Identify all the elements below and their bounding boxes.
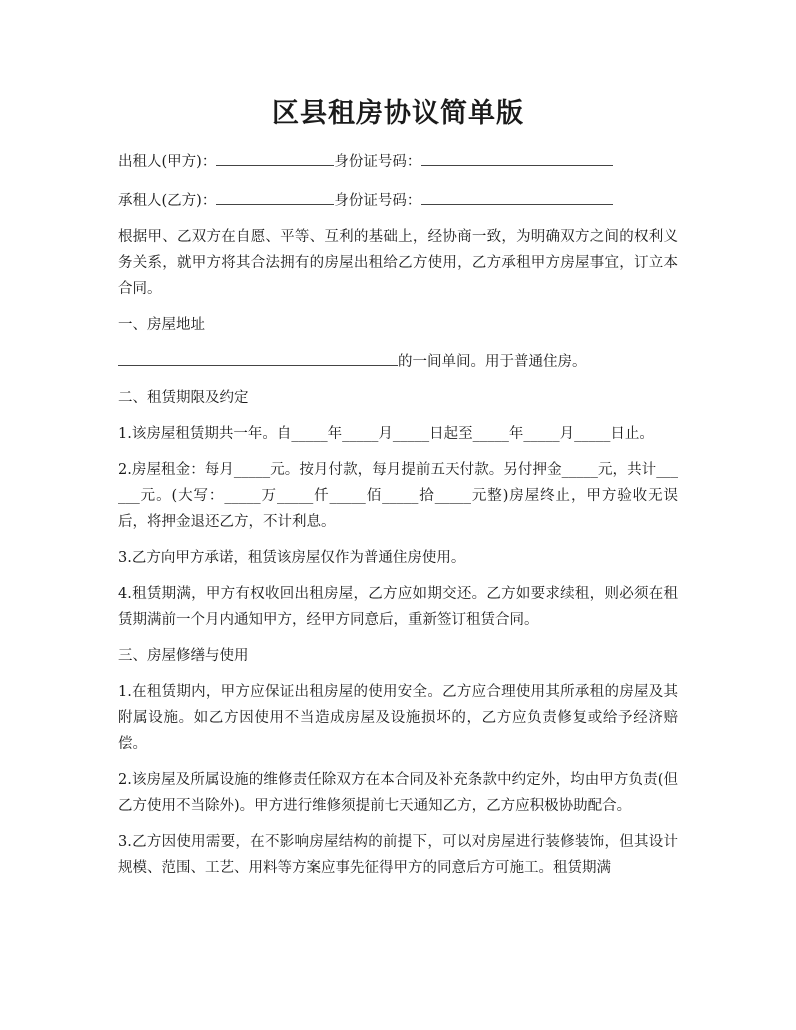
lessee-label: 承租人(乙方)： [118,193,217,209]
address-blank[interactable] [118,348,398,366]
section-2-clause-4: 4.租赁期满，甲方有权收回出租房屋，乙方应如期交还。乙方如要求续租，则必须在租赁期满前一个月内通知甲方，经甲方同意后，重新签订租赁合同。 [118,586,678,628]
section-1-heading: 一、房屋地址 [118,317,205,333]
document-title: 区县租房协议简单版 [272,98,524,129]
section-2-heading: 二、租赁期限及约定 [118,390,249,406]
section-2-clause-2: 2.房屋租金：每月_____元。按月付款，每月提前五天付款。另付押金_____元，共计______元。(大写：_____万_____仟_____佰_____拾_____元整)房屋终止，甲方验收无误后，将押金退还乙方，不计利息。 [118,462,678,530]
lessor-row [118,148,678,175]
section-3-clause-2: 2.该房屋及所属设施的维修责任除双方在本合同及补充条款中约定外，均由甲方负责(但乙方使用不当除外)。甲方进行维修须提前七天通知乙方，乙方应积极协助配合。 [118,772,678,814]
section-2-clause-3: 3.乙方向甲方承诺，租赁该房屋仅作为普通住房使用。 [118,550,466,566]
section-3-clause-3: 3.乙方因使用需要，在不影响房屋结构的前提下，可以对房屋进行装修装饰，但其设计规模、范围、工艺、用料等方案应事先征得甲方的同意后方可施工。租赁期满 [118,834,678,876]
lessor-label: 出租人(甲方)： [118,154,217,170]
address-row [118,348,678,375]
intro-paragraph: 根据甲、乙双方在自愿、平等、互利的基础上，经协商一致，为明确双方之间的权利义务关系，就甲方将其合法拥有的房屋出租给乙方使用，乙方承租甲方房屋事宜，订立本合同。 [118,229,678,297]
address-suffix: 的一间单间。用于普通住房。 [398,354,587,370]
lessee-row [118,187,678,214]
section-2-clause-1: 1.该房屋租赁期共一年。自_____年_____月_____日起至_____年_____月_____日止。 [118,426,654,442]
lessee-id-label: 身份证号码： [334,193,422,209]
lessee-name-blank[interactable] [216,187,334,205]
lessor-id-blank[interactable] [421,148,613,166]
lessor-name-blank[interactable] [216,148,334,166]
lessor-id-label: 身份证号码： [334,154,422,170]
section-3-heading: 三、房屋修缮与使用 [118,648,249,664]
lessee-id-blank[interactable] [421,187,613,205]
section-3-clause-1: 1.在租赁期内，甲方应保证出租房屋的使用安全。乙方应合理使用其所承租的房屋及其附属设施。如乙方因使用不当造成房屋及设施损坏的，乙方应负责修复或给予经济赔偿。 [118,684,678,752]
